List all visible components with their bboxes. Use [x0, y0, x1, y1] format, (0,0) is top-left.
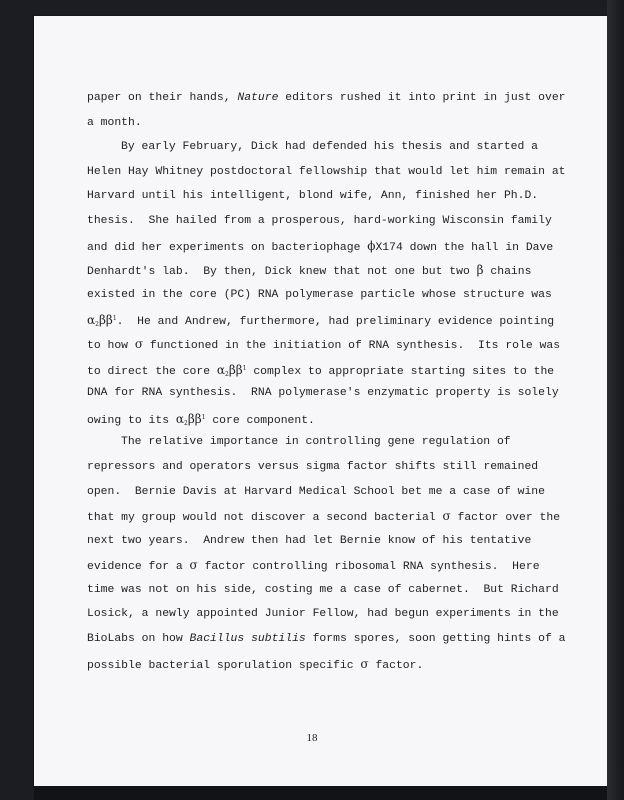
text-run: Losick, a newly appointed Junior Fellow, had begun experiments in the [87, 608, 559, 621]
text-line [87, 430, 557, 455]
text-line [87, 406, 557, 431]
scan-shadow [34, 786, 608, 800]
text-line [87, 86, 566, 111]
superscript: 1 [201, 413, 206, 421]
text-run: time was not on his side, costing me a case of cabernet. But Richard [87, 583, 559, 596]
text-run: factor. [368, 659, 424, 672]
text-run: chains [483, 266, 532, 279]
subscript: 2 [183, 419, 188, 427]
text-run: next two years. Andrew then had let Bernie know of his tentative [87, 534, 532, 547]
scan-edge [607, 0, 624, 800]
text-line [87, 578, 557, 603]
text-run: to direct the core [87, 365, 217, 378]
text-run: factor controlling ribosomal RNA synthesis. Here [197, 561, 540, 574]
subscript: 2 [95, 321, 99, 329]
text-line [87, 553, 557, 578]
greek-symbol: ββ [98, 313, 113, 328]
text-line [87, 307, 557, 332]
text-run: paper on their hands, [87, 92, 238, 104]
greek-symbol: ϕ [367, 238, 376, 253]
text-run: open. Bernie Davis at Harvard Medical School bet me a case of wine [87, 485, 545, 498]
text-line [87, 111, 557, 136]
text-line [87, 135, 557, 160]
text-run: Harvard until his intelligent, blond wife, Ann, finished her Ph.D. [87, 190, 539, 203]
greek-symbol: α [216, 362, 225, 377]
text-line [87, 160, 566, 185]
superscript: 1 [242, 364, 247, 372]
text-line [87, 184, 557, 209]
text-run: Denhardt's lab. By then, Dick knew that not one but two [87, 266, 477, 279]
greek-symbol: σ [189, 558, 198, 573]
text-line [87, 283, 557, 308]
text-run: The relative importance in controlling gene regulation of [121, 436, 511, 449]
text-run: X174 down the hall in Dave [375, 241, 554, 254]
text-run: repressors and operators versus sigma factor shifts still remained [87, 460, 539, 473]
text-run: possible bacterial sporulation specific [87, 659, 361, 672]
text-line [87, 480, 557, 505]
text-line [87, 602, 557, 627]
text-line [87, 234, 557, 259]
text-line [87, 357, 557, 382]
greek-symbol: σ [134, 336, 144, 351]
text-run: owing to its [87, 414, 176, 427]
text-line [87, 504, 561, 529]
text-line [87, 258, 557, 283]
text-run: complex to appropriate starting sites to the [246, 365, 555, 378]
text-line [87, 332, 561, 357]
text-run: core component. [205, 414, 315, 427]
text-line [87, 209, 557, 234]
text-run: to how [87, 339, 135, 352]
text-run: BioLabs on how [87, 633, 190, 646]
text-run: forms spores, soon getting hints of a [305, 633, 566, 646]
text-line [87, 652, 557, 677]
greek-symbol: ββ [228, 362, 243, 377]
greek-symbol: σ [442, 509, 451, 524]
greek-symbol: σ [360, 656, 369, 671]
text-run: functioned in the initiation of RNA synthesis. Its role was [143, 339, 561, 352]
subscript: 2 [224, 370, 229, 378]
page-number: 18 [306, 732, 318, 744]
text-line [87, 381, 557, 406]
text-run: factor over the [450, 512, 561, 525]
text-run: By early February, Dick had defended his thesis and started a [121, 141, 538, 154]
greek-symbol: α [87, 313, 96, 328]
text-run: evidence for a [87, 561, 190, 574]
text-line [87, 627, 566, 652]
text-run: a month. [87, 116, 142, 129]
text-run: that my group would not discover a second bacterial [87, 512, 443, 525]
italic-text: Bacillus subtilis [189, 633, 306, 646]
greek-symbol: ββ [187, 411, 202, 426]
text-run: DNA for RNA synthesis. RNA polymerase's enzymatic property is solely [87, 387, 559, 400]
text-run: thesis. She hailed from a prosperous, hard-working Wisconsin family [87, 214, 552, 227]
text-run: and did her experiments on bacteriophage [87, 241, 368, 254]
text-run: . He and Andrew, furthermore, had preliminary evidence pointing [116, 316, 555, 329]
text-run: Helen Hay Whitney postdoctoral fellowship that would let him remain at [87, 165, 566, 178]
italic-text: Nature [237, 92, 279, 104]
greek-symbol: β [476, 263, 484, 278]
text-run: existed in the core (PC) RNA polymerase particle whose structure was [87, 288, 552, 301]
greek-symbol: α [175, 411, 184, 426]
text-run: editors rushed it into print in just over [278, 92, 566, 104]
superscript: 1 [112, 315, 117, 323]
text-line [87, 455, 557, 480]
text-line [87, 529, 557, 554]
body-text [87, 86, 566, 676]
